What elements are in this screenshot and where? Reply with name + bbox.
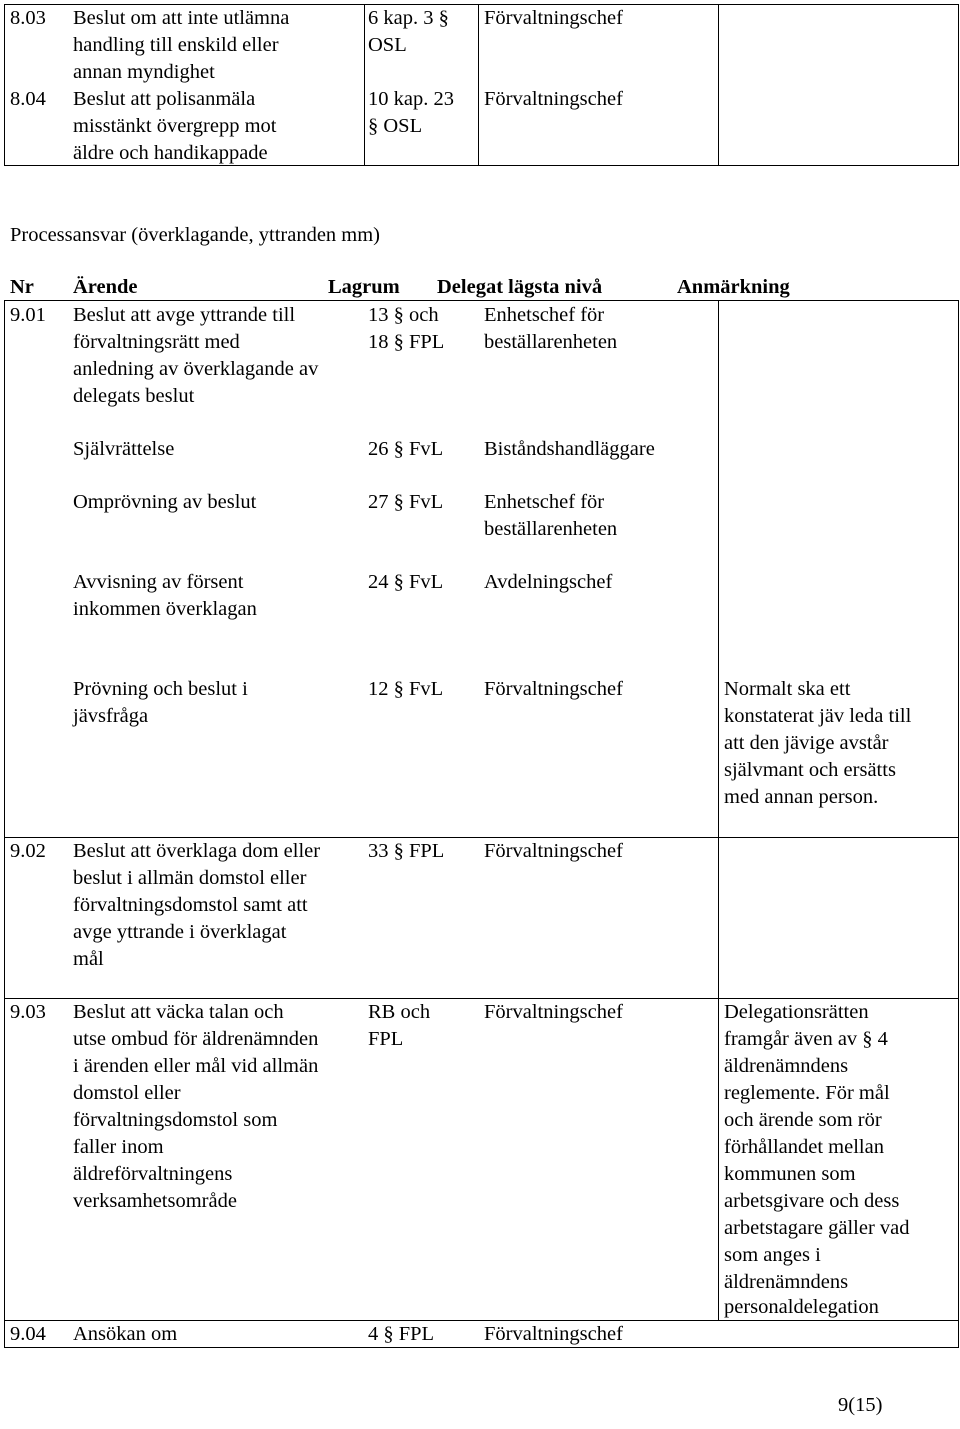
row-anmarkning-line: Delegationsrätten — [724, 1001, 869, 1023]
row-delegat-line: Avdelningschef — [484, 571, 613, 593]
row-arende-line: förvaltningsdomstol samt att — [73, 894, 308, 916]
row-arende-line: jävsfråga — [73, 705, 149, 727]
row-arende-line: Beslut om att inte utlämna — [73, 7, 290, 29]
header-delegat: Delegat lägsta nivå — [437, 276, 603, 298]
page-number: 9(15) — [838, 1394, 883, 1416]
row-arende-line: mål — [73, 948, 104, 970]
row-arende-line: faller inom — [73, 1136, 164, 1158]
row-delegat-line: beställarenheten — [484, 518, 618, 540]
row-anmarkning-line: reglemente. För mål — [724, 1082, 890, 1104]
row-delegat: Förvaltningschef — [484, 88, 623, 110]
row-arende-line: delegats beslut — [73, 385, 195, 407]
row-anmarkning-line: att den jävige avstår — [724, 732, 889, 754]
row-delegat: Förvaltningschef — [484, 1001, 623, 1023]
row-lagrum-line: 26 § FvL — [368, 438, 444, 460]
header-anmarkning: Anmärkning — [677, 276, 790, 298]
row-lagrum-line: 18 § FPL — [368, 331, 445, 353]
row-lagrum-line: 10 kap. 23 — [368, 88, 454, 110]
row-delegat-line: Enhetschef för — [484, 491, 605, 513]
row-anmarkning-line: personaldelegation — [724, 1296, 879, 1318]
row-arende-line: domstol eller — [73, 1082, 181, 1104]
row-arende-line: verksamhetsområde — [73, 1190, 237, 1212]
row-arende-line: Prövning och beslut i — [73, 678, 248, 700]
row-lagrum: 4 § FPL — [368, 1323, 435, 1345]
row-arende: Ansökan om — [73, 1323, 178, 1345]
row-anmarkning-line: äldrenämndens — [724, 1055, 849, 1077]
row-anmarkning-line: arbetstagare gäller vad — [724, 1217, 910, 1239]
row-arende-line: handling till enskild eller — [73, 34, 279, 56]
row-delegat-line: beställarenheten — [484, 331, 618, 353]
row-anmarkning-line: Normalt ska ett — [724, 678, 851, 700]
row-delegat: Förvaltningschef — [484, 1323, 623, 1345]
row-lagrum-line: 33 § FPL — [368, 840, 445, 862]
row-arende-line: misstänkt övergrepp mot — [73, 115, 277, 137]
row-nr: 9.02 — [10, 840, 46, 862]
row-delegat-line: Förvaltningschef — [484, 678, 623, 700]
row-anmarkning-line: som anges i — [724, 1244, 821, 1266]
row-nr: 9.01 — [10, 304, 46, 326]
section-title: Processansvar (överklagande, yttranden mm) — [10, 224, 381, 246]
row-arende-line: Beslut att avge yttrande till — [73, 304, 296, 326]
header-lagrum: Lagrum — [328, 276, 400, 298]
row-nr: 9.03 — [10, 1001, 46, 1023]
row-delegat-line: Enhetschef för — [484, 304, 605, 326]
row-anmarkning-line: konstaterat jäv leda till — [724, 705, 912, 727]
row-anmarkning-line: framgår även av § 4 — [724, 1028, 888, 1050]
row-lagrum-line: 12 § FvL — [368, 678, 444, 700]
row-arende-line: äldreförvaltningens — [73, 1163, 233, 1185]
row-arende-line: Beslut att överklaga dom eller — [73, 840, 321, 862]
row-delegat-line: Biståndshandläggare — [484, 438, 655, 460]
row-arende-line: annan myndighet — [73, 61, 215, 83]
row-anmarkning-line: arbetsgivare och dess — [724, 1190, 900, 1212]
row-arende-line: Omprövning av beslut — [73, 491, 257, 513]
row-arende-line: inkommen överklagan — [73, 598, 257, 620]
row-nr: 8.03 — [10, 7, 46, 29]
row-arende-line: Avvisning av försent — [73, 571, 244, 593]
row-lagrum-line: § OSL — [368, 115, 423, 137]
row-lagrum-line: OSL — [368, 34, 407, 56]
row-arende-line: i ärenden eller mål vid allmän — [73, 1055, 319, 1077]
row-lagrum-line: 13 § och — [368, 304, 439, 326]
row-lagrum-line: 6 kap. 3 § — [368, 7, 449, 29]
header-nr: Nr — [10, 276, 34, 298]
row-arende-line: beslut i allmän domstol eller — [73, 867, 307, 889]
row-arende-line: avge yttrande i överklagat — [73, 921, 287, 943]
row-arende-line: anledning av överklagande av — [73, 358, 319, 380]
row-arende-line: förvaltningsrätt med — [73, 331, 240, 353]
row-lagrum-line: 27 § FvL — [368, 491, 444, 513]
row-delegat: Förvaltningschef — [484, 7, 623, 29]
row-lagrum-line: 24 § FvL — [368, 571, 444, 593]
row-anmarkning-line: äldrenämndens — [724, 1271, 849, 1293]
row-lagrum-line: RB och — [368, 1001, 431, 1023]
row-arende-line: äldre och handikappade — [73, 142, 268, 164]
row-arende-line: Beslut att väcka talan och — [73, 1001, 284, 1023]
header-arende: Ärende — [73, 276, 138, 298]
row-arende-line: Självrättelse — [73, 438, 175, 460]
row-delegat: Förvaltningschef — [484, 840, 623, 862]
row-arende-line: utse ombud för äldrenämnden — [73, 1028, 319, 1050]
row-anmarkning-line: kommunen som — [724, 1163, 856, 1185]
row-nr: 9.04 — [10, 1323, 46, 1345]
row-arende-line: förvaltningsdomstol som — [73, 1109, 278, 1131]
row-anmarkning-line: förhållandet mellan — [724, 1136, 884, 1158]
row-anmarkning-line: med annan person. — [724, 786, 879, 808]
row-nr: 8.04 — [10, 88, 46, 110]
row-anmarkning-line: och ärende som rör — [724, 1109, 882, 1131]
row-lagrum-line: FPL — [368, 1028, 404, 1050]
row-arende-line: Beslut att polisanmäla — [73, 88, 256, 110]
row-anmarkning-line: självmant och ersätts — [724, 759, 896, 781]
